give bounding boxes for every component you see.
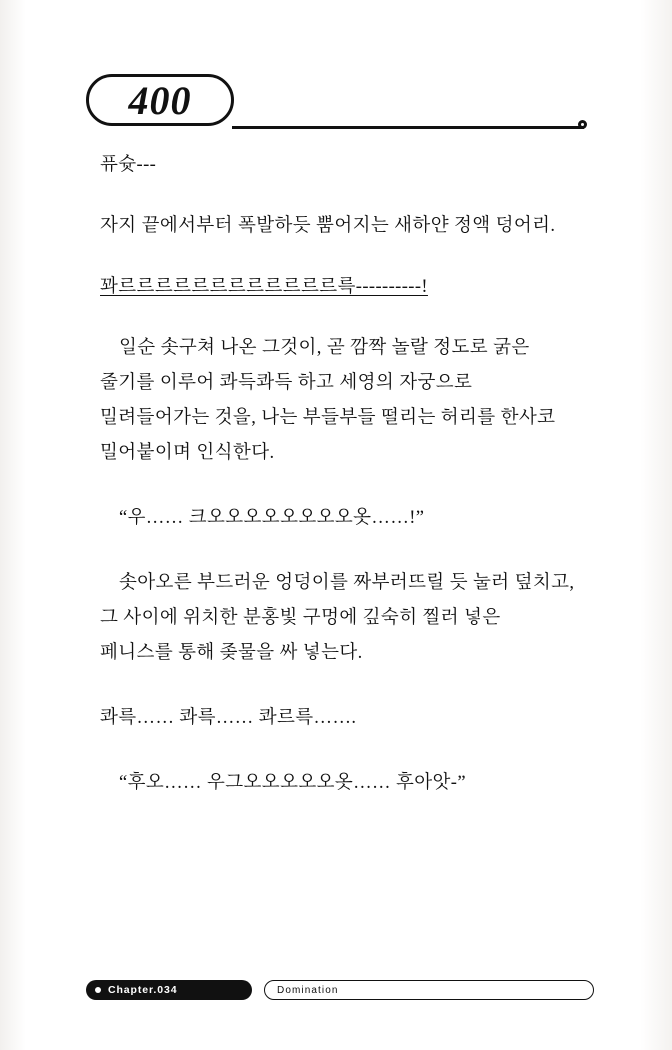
paragraph: 자지 끝에서부터 폭발하듯 뿜어지는 새하얀 정액 덩어리. bbox=[100, 216, 556, 236]
paragraph-dialogue: “우…… 크오오오오오오오오옷……!” bbox=[119, 508, 425, 528]
paragraph: 콰륵…… 콰륵…… 콰르륵……. bbox=[100, 708, 357, 728]
header-end-dot-icon bbox=[578, 120, 587, 129]
header-rule bbox=[232, 126, 584, 129]
page-number-text: 400 bbox=[128, 78, 192, 123]
bullet-dot-icon bbox=[95, 987, 101, 993]
page-number-badge bbox=[86, 74, 234, 126]
chapter-label: Chapter.034 bbox=[108, 984, 178, 996]
page-header bbox=[86, 74, 592, 136]
paragraph-dialogue: “후오…… 우그오오오오오옷…… 후아앗-” bbox=[119, 773, 466, 793]
paragraph: 일순 솟구쳐 나온 그것이, 곧 깜짝 놀랄 정도로 굵은 줄기를 이루어 콰득콰득 하고 세영의 자궁으로 밀려들어가는 것을, 나는 부들부들 떨리는 허리를 한사코 밀어붙이며 인식한다. bbox=[100, 338, 556, 463]
paragraph: 솟아오른 부드러운 엉덩이를 짜부러뜨릴 듯 눌러 덮치고, 그 사이에 위치한 분홍빛 구멍에 깊숙히 찔러 넣은 페니스를 통해 좆물을 싸 넣는다. bbox=[100, 573, 575, 663]
paragraph-underlined: 꽈르르르르르르르르르르르르륵----------! bbox=[100, 277, 428, 297]
body-text bbox=[100, 148, 578, 827]
paragraph: 퓨슛--- bbox=[100, 155, 157, 175]
title-label: Domination bbox=[277, 984, 339, 996]
title-badge bbox=[264, 980, 594, 1000]
chapter-badge bbox=[86, 980, 252, 1000]
page-footer bbox=[86, 980, 594, 1002]
